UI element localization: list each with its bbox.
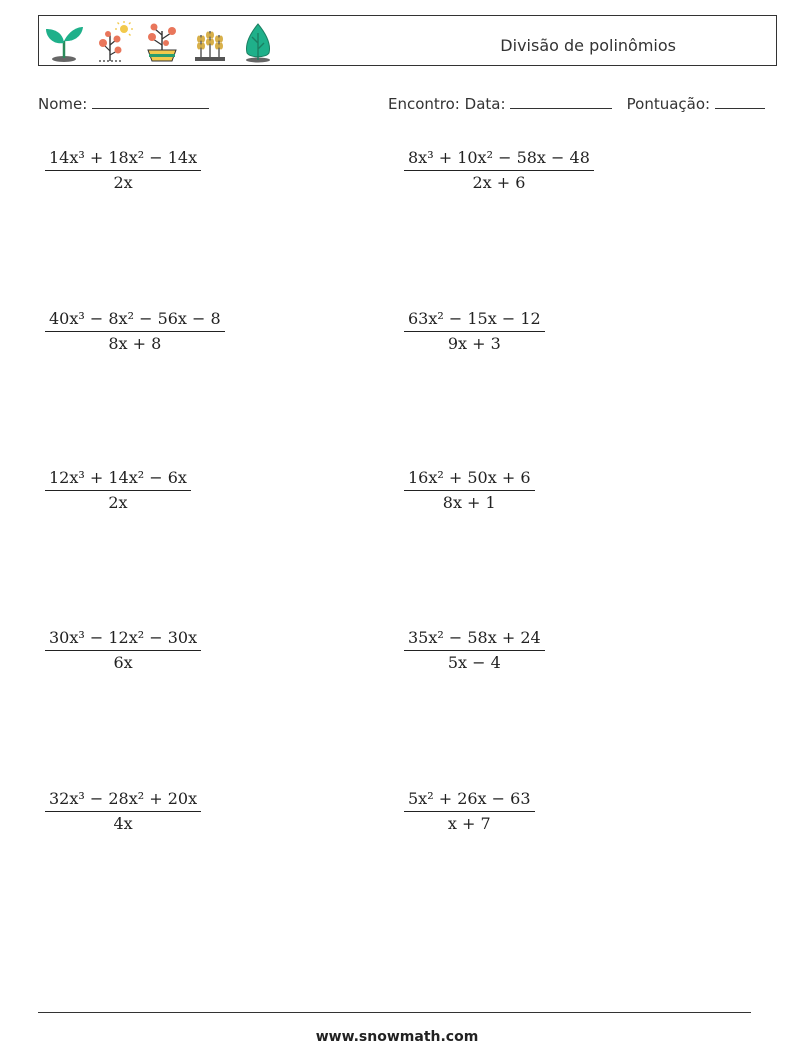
denominator: 5x − 4	[447, 653, 501, 672]
numerator: 5x² + 26x − 63	[404, 789, 535, 812]
denominator: 2x	[113, 173, 133, 192]
problem-3	[45, 309, 225, 353]
numerator: 16x² + 50x + 6	[404, 468, 535, 491]
numerator: 12x³ + 14x² − 6x	[45, 468, 191, 491]
fraction	[404, 789, 535, 833]
problem-6	[404, 468, 535, 512]
footer-url[interactable]: www.snowmath.com	[315, 1029, 479, 1045]
footer-divider	[38, 1012, 751, 1013]
date-label: Data:	[464, 95, 506, 113]
numerator: 40x³ − 8x² − 56x − 8	[45, 309, 225, 332]
date-blank[interactable]	[510, 94, 612, 109]
numerator: 8x³ + 10x² − 58x − 48	[404, 148, 594, 171]
score-blank[interactable]	[715, 94, 765, 109]
sprout-icon	[43, 21, 85, 63]
problem-7	[45, 628, 201, 672]
wheat-icon	[189, 21, 231, 63]
denominator: 6x	[113, 653, 133, 672]
fraction	[404, 148, 594, 192]
problem-5	[45, 468, 191, 512]
name-field	[38, 94, 209, 113]
numerator: 35x² − 58x + 24	[404, 628, 545, 651]
tree-icon	[237, 21, 279, 63]
potted-plant-icon	[141, 21, 183, 63]
denominator: x + 7	[447, 814, 491, 833]
fraction	[404, 628, 545, 672]
denominator: 4x	[113, 814, 133, 833]
fraction	[45, 148, 201, 192]
problem-9	[45, 789, 201, 833]
meeting-date-score-fields	[388, 94, 765, 113]
denominator: 8x + 1	[442, 493, 496, 512]
fraction	[45, 309, 225, 353]
fraction	[45, 789, 201, 833]
numerator: 30x³ − 12x² − 30x	[45, 628, 201, 651]
problem-10	[404, 789, 535, 833]
numerator: 32x³ − 28x² + 20x	[45, 789, 201, 812]
numerator: 63x² − 15x − 12	[404, 309, 545, 332]
name-label: Nome:	[38, 95, 88, 113]
fraction	[404, 309, 545, 353]
name-blank[interactable]	[92, 94, 209, 109]
denominator: 8x + 8	[108, 334, 162, 353]
denominator: 2x	[108, 493, 128, 512]
fraction	[45, 468, 191, 512]
numerator: 14x³ + 18x² − 14x	[45, 148, 201, 171]
fraction	[45, 628, 201, 672]
problem-1	[45, 148, 201, 192]
denominator: 2x + 6	[472, 173, 526, 192]
fraction	[404, 468, 535, 512]
score-label: Pontuação:	[626, 95, 711, 113]
problem-2	[404, 148, 594, 192]
worksheet-header	[38, 15, 777, 66]
problem-4	[404, 309, 545, 353]
meeting-label: Encontro:	[388, 95, 460, 113]
problem-8	[404, 628, 545, 672]
denominator: 9x + 3	[447, 334, 501, 353]
worksheet-title: Divisão de polinômios	[500, 36, 676, 55]
flower-sun-icon	[93, 21, 135, 63]
